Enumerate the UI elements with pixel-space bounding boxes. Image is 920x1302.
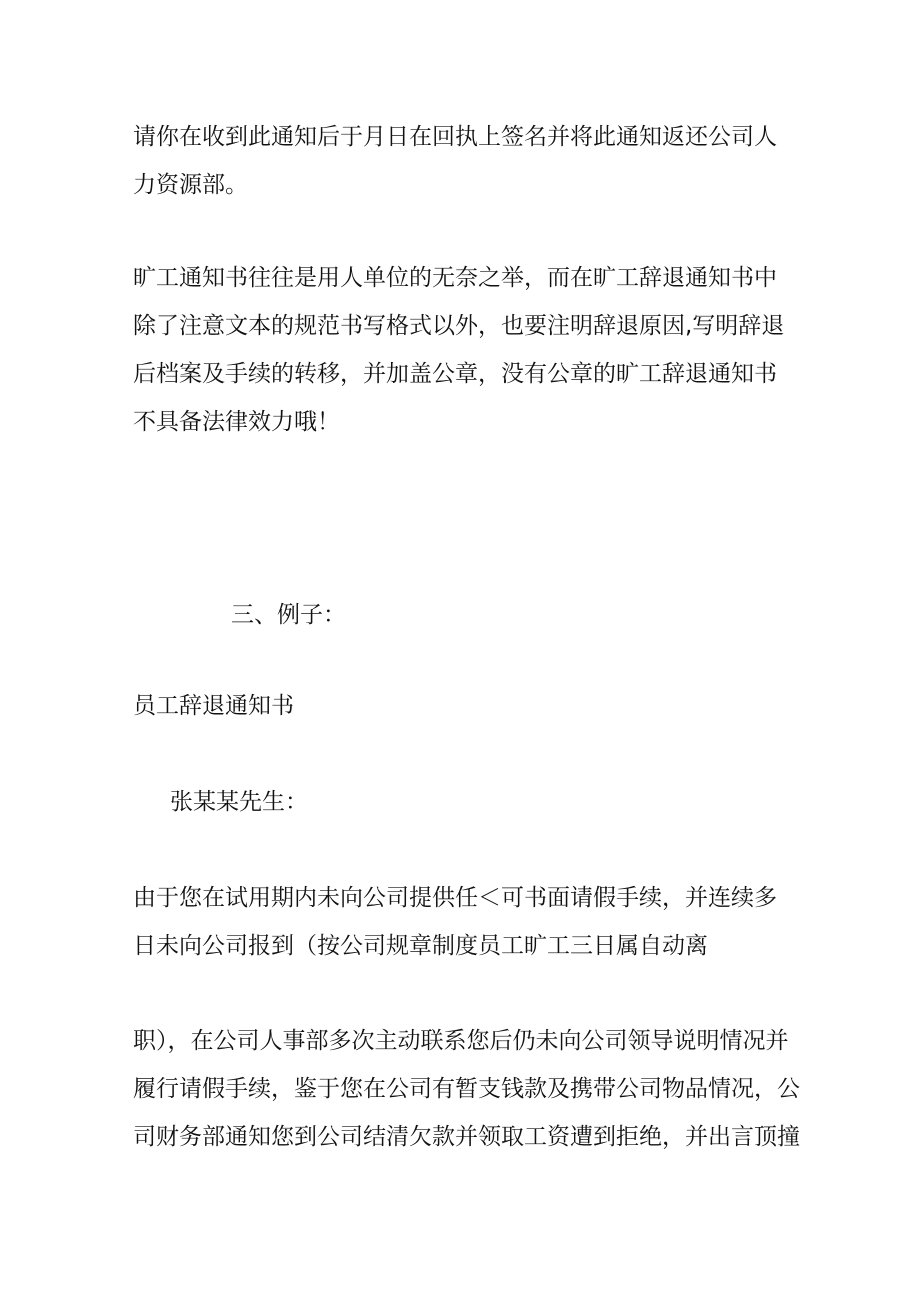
paragraph-line: 司财务部通知您到公司结清欠款并领取工资遭到拒绝，并出言顶撞: [133, 1124, 800, 1150]
paragraph-line: 职），在公司人事部多次主动联系您后仍未向公司领导说明情况并: [133, 1028, 789, 1054]
paragraph-line: 请你在收到此通知后于月日在回执上签名并将此通知返还公司人: [133, 124, 777, 150]
paragraph-line: 旷工通知书往往是用人单位的无奈之举，而在旷工辞退通知书中: [133, 265, 777, 291]
section-heading: 三、例子：: [231, 602, 346, 628]
paragraph-line: 由于您在试用期内未向公司提供任＜可书面请假手续，并连续多: [133, 885, 777, 911]
absence-notice-explanation-paragraph: [133, 254, 798, 446]
notice-title: 员工辞退通知书: [133, 693, 294, 719]
dismissal-reason-paragraph: [133, 874, 798, 970]
salutation: 张某某先生：: [170, 789, 308, 815]
return-receipt-paragraph: [133, 113, 798, 209]
paragraph-line: 除了注意文本的规范书写格式以外，也要注明辞退原因,写明辞退: [133, 313, 785, 339]
paragraph-line: 履行请假手续，鉴于您在公司有暂支钱款及携带公司物品情况，公: [133, 1076, 800, 1102]
paragraph-line: 后档案及手续的转移，并加盖公章，没有公章的旷工辞退通知书: [133, 361, 777, 387]
paragraph-line: 力资源部。: [133, 172, 248, 198]
paragraph-line: 日未向公司报到（按公司规章制度员工旷工三日属自动离: [133, 933, 708, 959]
paragraph-line: 不具备法律效力哦！: [133, 409, 340, 435]
dismissal-details-paragraph: [133, 1017, 798, 1161]
